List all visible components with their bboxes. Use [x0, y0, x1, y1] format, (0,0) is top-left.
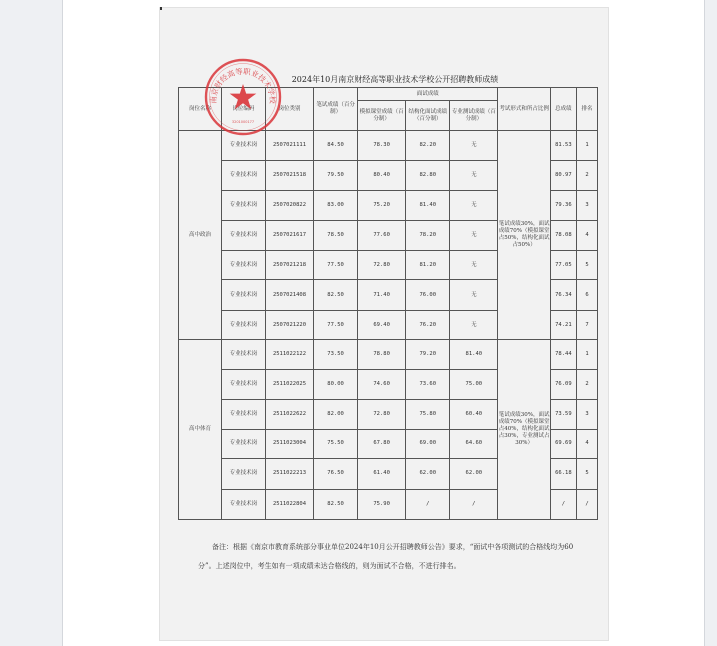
mock-class-score-cell: 78.30 [358, 131, 406, 161]
post-category-cell: 专业技术岗 [221, 161, 265, 190]
professional-test-cell: 无 [450, 280, 498, 310]
structured-score-cell: 82.80 [406, 161, 450, 190]
structured-score-cell: 82.20 [406, 131, 450, 161]
written-score-cell: 75.50 [314, 429, 358, 458]
exam-number-cell: 2507021518 [265, 161, 313, 190]
structured-score-cell: 76.00 [406, 280, 450, 310]
header-post-code: 岗位编码 [221, 88, 265, 131]
header-structured: 结构化面试成绩（百分制） [406, 101, 450, 131]
rank-cell: 4 [576, 221, 597, 250]
written-score-cell: 82.00 [314, 400, 358, 429]
structured-score-cell: 75.80 [406, 400, 450, 429]
document-title: 2024年10月南京财经高等职业技术学校公开招聘教师成绩 [291, 75, 499, 84]
header-mock-class: 模拟课堂成绩（百分制） [358, 101, 406, 131]
professional-test-cell: 无 [450, 131, 498, 161]
document-note: 备注：根据《南京市教育系统部分事业单位2024年10月公开招聘教师公告》要求，“面试中各项测试的合格线均为60分”。上述岗位中，考生如有一项成绩未达合格线的，则为面试不合格，不进行排名。 [198, 543, 574, 570]
post-category-cell: 专业技术岗 [221, 280, 265, 310]
post-category-cell: 专业技术岗 [221, 190, 265, 220]
post-category-cell: 专业技术岗 [221, 221, 265, 250]
exam-number-cell: 2507021617 [265, 221, 313, 250]
written-score-cell: 77.50 [314, 250, 358, 279]
post-category-cell: 专业技术岗 [221, 340, 265, 369]
total-score-cell: 74.21 [550, 310, 576, 339]
post-category-cell: 专业技术岗 [221, 429, 265, 458]
exam-number-cell: 2511022025 [265, 369, 313, 399]
total-score-cell: 76.09 [550, 369, 576, 399]
structured-score-cell: 73.60 [406, 369, 450, 399]
written-score-cell: 80.00 [314, 369, 358, 399]
total-score-cell: 78.44 [550, 340, 576, 369]
rank-cell: 6 [576, 280, 597, 310]
rank-cell: 4 [576, 429, 597, 458]
post-category-cell: 专业技术岗 [221, 369, 265, 399]
header-professional-test: 专业测试成绩（百分制） [450, 101, 498, 131]
total-score-cell: 80.97 [550, 161, 576, 190]
written-score-cell: 82.50 [314, 489, 358, 519]
mock-class-score-cell: 77.60 [358, 221, 406, 250]
mock-class-score-cell: 61.40 [358, 459, 406, 489]
scan-corner-mark [160, 7, 162, 10]
exam-number-cell: 2511023004 [265, 429, 313, 458]
exam-method-cell: 笔试成绩30%，面试成绩70%（模拟课堂占50%，结构化面试占50%） [498, 131, 550, 340]
professional-test-cell: 60.40 [450, 400, 498, 429]
written-score-cell: 77.50 [314, 310, 358, 339]
header-post-name: 岗位名称 [179, 88, 222, 131]
structured-score-cell: 81.20 [406, 250, 450, 279]
professional-test-cell: 81.40 [450, 340, 498, 369]
written-score-cell: 78.50 [314, 221, 358, 250]
structured-score-cell: 78.20 [406, 221, 450, 250]
post-category-cell: 专业技术岗 [221, 400, 265, 429]
structured-score-cell: 79.20 [406, 340, 450, 369]
mock-class-score-cell: 72.80 [358, 400, 406, 429]
header-rank: 排名 [576, 88, 597, 131]
mock-class-score-cell: 78.80 [358, 340, 406, 369]
professional-test-cell: 无 [450, 161, 498, 190]
written-score-cell: 84.50 [314, 131, 358, 161]
structured-score-cell: / [406, 489, 450, 519]
professional-test-cell: 62.00 [450, 459, 498, 489]
mock-class-score-cell: 72.80 [358, 250, 406, 279]
total-score-cell: 81.53 [550, 131, 576, 161]
rank-cell: 3 [576, 400, 597, 429]
mock-class-score-cell: 69.40 [358, 310, 406, 339]
professional-test-cell: / [450, 489, 498, 519]
total-score-cell: 73.59 [550, 400, 576, 429]
exam-method-cell: 笔试成绩30%，面试成绩70%（模拟课堂占40%，结构化面试占30%，专业测试占30%） [498, 340, 550, 520]
total-score-cell: 77.05 [550, 250, 576, 279]
written-score-cell: 82.50 [314, 280, 358, 310]
structured-score-cell: 76.20 [406, 310, 450, 339]
total-score-cell: 76.34 [550, 280, 576, 310]
header-total: 总成绩 [550, 88, 576, 131]
post-name-cell: 高中政治 [179, 131, 222, 340]
total-score-cell: / [550, 489, 576, 519]
exam-number-cell: 2511022122 [265, 340, 313, 369]
svg-text:南京财经高等职业技术学校: 南京财经高等职业技术学校 [208, 66, 278, 104]
professional-test-cell: 无 [450, 250, 498, 279]
professional-test-cell: 75.00 [450, 369, 498, 399]
structured-score-cell: 81.40 [406, 190, 450, 220]
header-interview: 面试成绩 [358, 88, 498, 101]
professional-test-cell: 无 [450, 310, 498, 339]
seal-star-icon [230, 84, 257, 109]
rank-cell: 3 [576, 190, 597, 220]
rank-cell: 5 [576, 250, 597, 279]
total-score-cell: 69.69 [550, 429, 576, 458]
rank-cell: 1 [576, 340, 597, 369]
mock-class-score-cell: 71.40 [358, 280, 406, 310]
rank-cell: 5 [576, 459, 597, 489]
post-category-cell: 专业技术岗 [221, 310, 265, 339]
total-score-cell: 79.36 [550, 190, 576, 220]
exam-number-cell: 2507021218 [265, 250, 313, 279]
mock-class-score-cell: 80.40 [358, 161, 406, 190]
structured-score-cell: 62.00 [406, 459, 450, 489]
written-score-cell: 73.50 [314, 340, 358, 369]
table-row [179, 340, 598, 369]
mock-class-score-cell: 74.60 [358, 369, 406, 399]
exam-number-cell: 2507021408 [265, 280, 313, 310]
exam-number-cell: 2507021220 [265, 310, 313, 339]
professional-test-cell: 无 [450, 221, 498, 250]
post-category-cell: 专业技术岗 [221, 250, 265, 279]
rank-cell: 7 [576, 310, 597, 339]
structured-score-cell: 69.00 [406, 429, 450, 458]
professional-test-cell: 无 [450, 190, 498, 220]
mock-class-score-cell: 75.90 [358, 489, 406, 519]
svg-text:3201000177: 3201000177 [231, 120, 255, 124]
score-table [178, 87, 598, 520]
post-category-cell: 专业技术岗 [221, 131, 265, 161]
post-category-cell: 专业技术岗 [221, 459, 265, 489]
written-score-cell: 83.00 [314, 190, 358, 220]
written-score-cell: 79.50 [314, 161, 358, 190]
exam-number-cell: 2511022213 [265, 459, 313, 489]
exam-number-cell: 2511022804 [265, 489, 313, 519]
post-name-cell: 高中体育 [179, 340, 222, 520]
header-written-score: 笔试成绩（百分制） [314, 88, 358, 131]
official-seal [203, 57, 283, 137]
mock-class-score-cell: 67.80 [358, 429, 406, 458]
header-exam-method: 考试形式和所占比例 [498, 88, 550, 131]
rank-cell: 1 [576, 131, 597, 161]
total-score-cell: 78.08 [550, 221, 576, 250]
exam-number-cell: 2507021111 [265, 131, 313, 161]
header-post-category: 岗位类别 [265, 88, 313, 131]
page-border-right [704, 0, 705, 646]
rank-cell: / [576, 489, 597, 519]
rank-cell: 2 [576, 161, 597, 190]
score-table-body [179, 131, 598, 520]
exam-number-cell: 2511022622 [265, 400, 313, 429]
professional-test-cell: 64.60 [450, 429, 498, 458]
rank-cell: 2 [576, 369, 597, 399]
mock-class-score-cell: 75.20 [358, 190, 406, 220]
exam-number-cell: 2507020822 [265, 190, 313, 220]
written-score-cell: 76.50 [314, 459, 358, 489]
post-category-cell: 专业技术岗 [221, 489, 265, 519]
total-score-cell: 66.18 [550, 459, 576, 489]
